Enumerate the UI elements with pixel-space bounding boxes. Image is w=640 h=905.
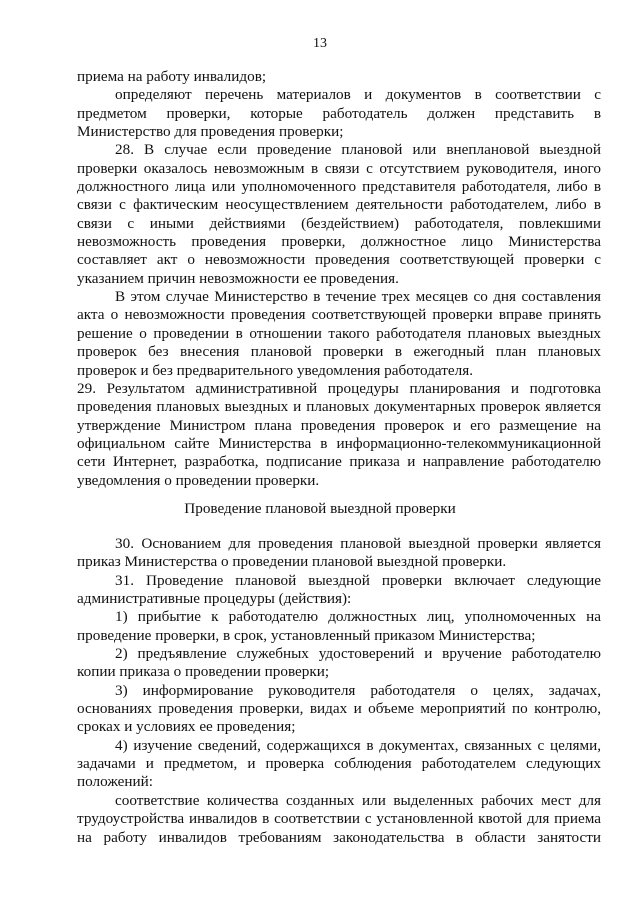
paragraph-item-28: 28. В случае если проведение плановой или внеплановой выездной проверки оказалось невозможным в связи с отсутствием руководителя, иного должностного лица или уполномоченного представителя работодателя, либо в связи с фактическим неосуществлением деятельности работодателем, либо в связи с иными действиями (бездействием) работодателя, повлекшими невозможность проведения проверки, должностное лицо Министерства составляет акт о невозможности проведения соответствующей проверки с указанием причин невозможности ее проведения. [77, 141, 601, 287]
paragraph: В этом случае Министерство в течение трех месяцев со дня составления акта о невозможности проведения соответствующей проверки вправе принять решение о проведении в отношении такого работодателя плановых выездных проверок без внесения плановой проверки в ежегодный план плановых проверок и без предварительного уведомления работодателя. [77, 288, 601, 379]
paragraph-item-31: 31. Проведение плановой выездной проверки включает следующие административные процедуры (действия): [77, 571, 601, 608]
paragraph-item-30: 30. Основанием для проведения плановой выездной проверки является приказ Министерства о проведении плановой выездной проверки. [77, 535, 601, 571]
page-number: 13 [313, 36, 327, 51]
body-text-section-b [77, 535, 601, 847]
paragraph: приема на работу инвалидов; [77, 68, 267, 85]
paragraph: определяют перечень материалов и документов в соответствии с предметом проверки, которые работодатель должен представить в Министерство для проведения проверки; [77, 86, 601, 141]
list-item-1: 1) прибытие к работодателю должностных лиц, уполномоченных на проведение проверки, в срок, установленный приказом Министерства; [77, 608, 601, 644]
list-item-4: 4) изучение сведений, содержащихся в документах, связанных с целями, задачами и предметом, и проверка соблюдения работодателем следующих положений: [77, 736, 601, 791]
body-text-section-a [77, 68, 601, 490]
list-item-3: 3) информирование руководителя работодателя о целях, задачах, основаниях проведения проверки, видах и объеме мероприятий по контролю, сроках и условиях ее проведения; [77, 681, 601, 736]
paragraph-item-29: 29. Результатом административной процедуры планирования и подготовка проведения плановых выездных и плановых документарных проверок является утверждение Министром плана проведения проверок и его размещение на официальном сайте Министерства в информационно-телекоммуникационной сети Интернет, разработка, подписание приказа и направление работодателю уведомления о проведении проверки. [77, 379, 601, 489]
list-item-2: 2) предъявление служебных удостоверений и вручение работодателю копии приказа о проведении проверки; [77, 645, 601, 681]
section-heading: Проведение плановой выездной проверки [184, 500, 456, 517]
paragraph: соответствие количества созданных или выделенных рабочих мест для трудоустройства инвалидов в соответствии с установленной квотой для приема на работу инвалидов требованиям законодательства в области занятости [77, 791, 601, 846]
